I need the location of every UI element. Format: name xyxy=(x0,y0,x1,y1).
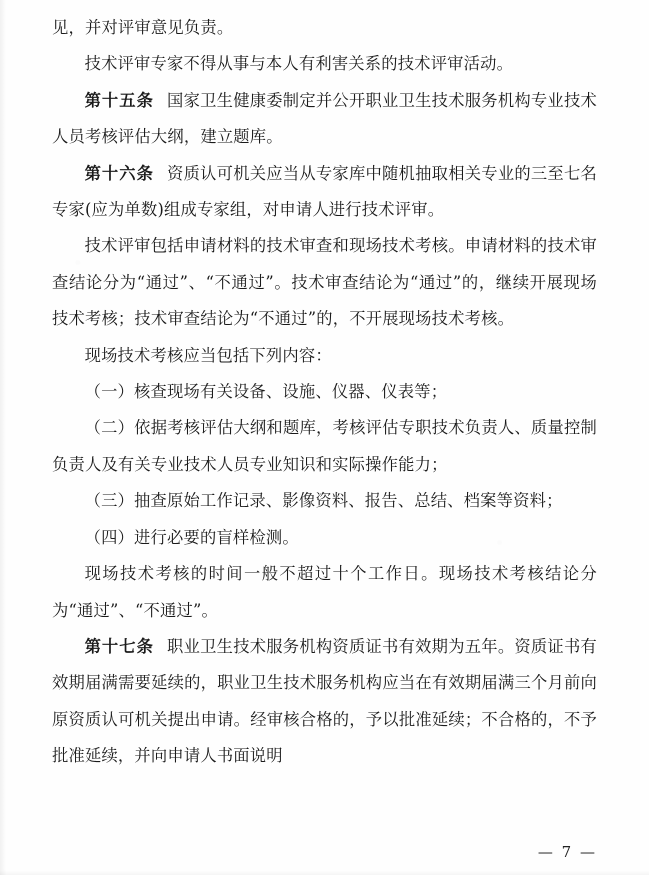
paragraph-p12 xyxy=(52,629,597,775)
page-number: — 7 — xyxy=(537,843,597,861)
article-number-15: 第十五条 xyxy=(84,90,154,110)
article-number-16: 第十六条 xyxy=(84,163,154,183)
list-item-4 xyxy=(52,520,597,556)
paragraph-text: 现场技术考核的时间一般不超过十个工作日。现场技术考核结论分为“通过”、“不通过”。 xyxy=(52,564,597,620)
paragraph-text: （二）依据考核评估大纲和题库，考核评估专职技术负责人、质量控制负责人及有关专业技术人员专业知识和实际操作能力； xyxy=(52,418,597,474)
paragraph-text: 现场技术考核应当包括下列内容： xyxy=(84,345,332,365)
paragraph-text: 技术评审专家不得从事与本人有利害关系的技术评审活动。 xyxy=(84,54,514,74)
paragraph-text: 见，并对评审意见负责。 xyxy=(52,18,234,37)
paragraph-text: （一）核查现场有关设备、设施、仪器、仪表等； xyxy=(84,382,448,402)
paragraph-p11 xyxy=(52,556,597,629)
page-edge-shadow-bottom xyxy=(0,870,649,875)
paragraph-p6 xyxy=(52,338,597,374)
paragraph-text: 技术评审包括申请材料的技术审查和现场技术考核。申请材料的技术审查结论分为“通过”、“不通过”。技术审查结论为“通过”的，继续开展现场技术考核；技术审查结论为“不通过”的，不开展现场技术考核。 xyxy=(52,236,597,329)
paragraph-text: （三）抽查原始工作记录、影像资料、报告、总结、档案等资料； xyxy=(84,491,563,511)
list-item-2 xyxy=(52,410,597,483)
paragraph-text: 国家卫生健康委制定并公开职业卫生技术服务机构专业技术人员考核评估大纲，建立题库。 xyxy=(52,90,597,147)
document-body xyxy=(52,10,597,775)
list-item-3 xyxy=(52,483,597,519)
paragraph-p5 xyxy=(52,228,597,337)
paragraph-p3 xyxy=(52,83,597,156)
paragraph-p2 xyxy=(52,46,597,82)
paragraph-p4 xyxy=(52,156,597,229)
paragraph-p1 xyxy=(52,10,597,46)
list-item-1 xyxy=(52,374,597,410)
article-number-17: 第十七条 xyxy=(84,636,154,656)
paragraph-text: 资质认可机关应当从专家库中随机抽取相关专业的三至七名专家(应为单数)组成专家组，对申请人进行技术评审。 xyxy=(52,163,597,220)
paragraph-text: （四）进行必要的盲样检测。 xyxy=(84,527,299,547)
page-edge-shadow-left xyxy=(0,0,6,875)
paragraph-text: 职业卫生技术服务机构资质证书有效期为五年。资质证书有效期届满需要延续的，职业卫生技术服务机构应当在有效期届满三个月前向原资质认可机关提出申请。经审核合格的，予以批准延续；不合格的，不予批准延续，并向申请人书面说明 xyxy=(52,636,597,766)
